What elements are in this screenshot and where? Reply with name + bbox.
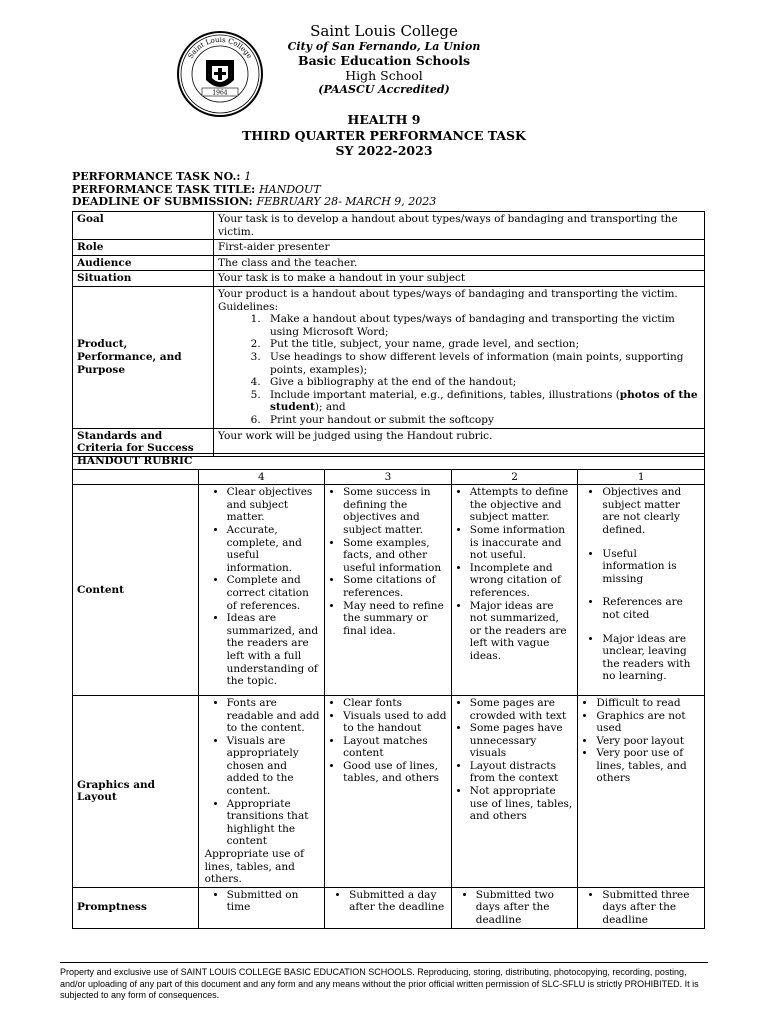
school-accreditation: (PAASCU Accredited) (318, 83, 450, 97)
rubric-table (72, 453, 705, 929)
deadline-label: DEADLINE OF SUBMISSION: (72, 195, 253, 209)
seal-year: 1964 (212, 89, 228, 97)
deadline-value: FEBRUARY 28- MARCH 9, 2023 (256, 195, 437, 209)
list-item: • Very poor layout (596, 735, 700, 748)
list-item: • Graphics are not used (596, 710, 700, 735)
rubric-cell (325, 695, 452, 887)
table-row (73, 428, 705, 456)
task-title-value: HANDOUT (259, 182, 321, 196)
list-item: • Submitted a day after the deadline (349, 889, 447, 914)
rubric-cell (198, 485, 325, 696)
list-item: • Some success in defining the objectives and subject matter. (343, 486, 447, 536)
table-row (73, 695, 705, 887)
list-item: • Clear fonts (343, 697, 447, 710)
graphics-label: Graphics and Layout (73, 695, 199, 887)
list-item: • Layout distracts from the context (470, 760, 574, 785)
rubric-cell (451, 485, 578, 696)
goal-value: Your task is to develop a handout about types/ways of bandaging and transporting the victim. (214, 212, 705, 240)
list-item: • Clear objectives and subject matter. (227, 486, 321, 524)
product-value (214, 286, 705, 428)
product-intro: Your product is a handout about types/ways of bandaging and transporting the victim. (218, 287, 678, 300)
g5-text-a: Include important material, e.g., definitions, tables, illustrations ( (270, 388, 620, 401)
level-header: 2 (451, 469, 578, 485)
rubric-cell (325, 887, 452, 928)
table-row (73, 212, 705, 240)
rubric-cell (198, 887, 325, 928)
list-item: • Good use of lines, tables, and others (343, 760, 447, 785)
table-row (73, 286, 705, 428)
table-row (73, 887, 705, 928)
table-row (73, 255, 705, 271)
audience-label: Audience (73, 255, 214, 271)
list-item: • Major ideas are not summarized, or the readers are left with vague ideas. (470, 600, 574, 663)
audience-value: The class and the teacher. (214, 255, 705, 271)
list-item: • Objectives and subject matter are not clearly defined. (602, 486, 700, 536)
level-header: 3 (325, 469, 452, 485)
g5-text-bold: photos of the student (270, 388, 698, 414)
rubric-cell (198, 695, 325, 887)
list-item: • References are not cited (602, 596, 700, 621)
rubric-cell (578, 695, 705, 887)
school-header (0, 22, 768, 96)
graphics-extra: Appropriate use of lines, tables, and others. (204, 848, 304, 886)
rubric-corner (73, 469, 199, 485)
list-item: • Some information is inaccurate and not useful. (470, 524, 574, 562)
grasps-table (72, 211, 705, 457)
task-meta (72, 171, 436, 209)
level-header: 1 (578, 469, 705, 485)
situation-value: Your task is to make a handout in your subject (214, 271, 705, 287)
rubric-cell (578, 485, 705, 696)
standards-label: Standards and Criteria for Success (73, 428, 214, 456)
copyright-footer: Property and exclusive use of SAINT LOUIS COLLEGE BASIC EDUCATION SCHOOLS. Reproducing, storing, distributing, photocopying, recording, posting, and/or uploading of any part of this document and any form and any means without the prior official written permission of SLC-SFLU is strictly PROHIBITED. It is subjected to any form of consequences. (60, 962, 708, 1002)
list-item: 1. Make a handout about types/ways of bandaging and transporting the victim using Microsoft Word; (264, 313, 700, 338)
task-title-label: PERFORMANCE TASK TITLE: (72, 182, 256, 196)
guidelines-list (218, 313, 700, 426)
school-level: High School (345, 68, 423, 84)
task-title: THIRD QUARTER PERFORMANCE TASK (242, 127, 526, 143)
list-item: • Some pages are crowded with text (470, 697, 574, 722)
list-item: • Some citations of references. (343, 574, 447, 599)
table-row (73, 469, 705, 485)
list-item: 3. Use headings to show different levels of information (main points, supporting points, examples); (264, 351, 700, 376)
g5-text-c: ); and (314, 401, 346, 414)
role-value: First-aider presenter (214, 240, 705, 256)
task-no-value: 1 (244, 170, 252, 183)
goal-label: Goal (73, 212, 214, 240)
table-row (73, 485, 705, 696)
list-item: • Useful information is missing (602, 548, 700, 586)
list-item (264, 389, 700, 414)
task-no-label: PERFORMANCE TASK NO.: (72, 170, 241, 183)
rubric-cell (578, 887, 705, 928)
list-item: • Complete and correct citation of references. (227, 574, 321, 612)
list-item: • Layout matches content (343, 735, 447, 760)
document-titles (0, 112, 768, 159)
situation-label: Situation (73, 271, 214, 287)
list-item: • Ideas are summarized, and the readers are left with a full understanding of the topic. (227, 612, 321, 688)
list-item: • Fonts are readable and add to the content. (227, 697, 321, 735)
list-item: 4. Give a bibliography at the end of the handout; (264, 376, 700, 389)
list-item: • Difficult to read (596, 697, 700, 710)
role-label: Role (73, 240, 214, 256)
seal-text: Saint Louis College (186, 35, 254, 61)
list-item: • Major ideas are unclear, leaving the readers with no learning. (602, 633, 700, 683)
table-row (73, 271, 705, 287)
list-item: • Attempts to define the objective and subject matter. (470, 486, 574, 524)
rubric-cell (325, 485, 452, 696)
list-item: • Visuals used to add to the handout (343, 710, 447, 735)
school-year: SY 2022-2023 (335, 143, 433, 159)
list-item: • Appropriate transitions that highlight the content (227, 798, 321, 848)
list-item: • Accurate, complete, and useful information. (227, 524, 321, 574)
list-item: • Some examples, facts, and other useful information (343, 537, 447, 575)
level-header: 4 (198, 469, 325, 485)
school-dept: Basic Education Schools (298, 53, 470, 69)
list-item: 2. Put the title, subject, your name, grade level, and section; (264, 338, 700, 351)
list-item: • Visuals are appropriately chosen and added to the content. (227, 735, 321, 798)
school-name: Saint Louis College (310, 22, 458, 40)
list-item: 6. Print your handout or submit the softcopy (264, 414, 700, 427)
rubric-cell (451, 695, 578, 887)
table-row (73, 240, 705, 256)
standards-value: Your work will be judged using the Handout rubric. (214, 428, 705, 456)
rubric-title: HANDOUT RUBRIC (73, 454, 705, 470)
list-item: • Very poor use of lines, tables, and others (596, 747, 700, 785)
school-city: City of San Fernando, La Union (287, 40, 481, 53)
list-item: • Incomplete and wrong citation of references. (470, 562, 574, 600)
list-item: • Not appropriate use of lines, tables, and others (470, 785, 574, 823)
list-item: • Submitted on time (227, 889, 321, 914)
list-item: • Submitted two days after the deadline (476, 889, 574, 927)
list-item: • May need to refine the summary or final idea. (343, 600, 447, 638)
guidelines-label: Guidelines: (218, 300, 279, 313)
content-label: Content (73, 485, 199, 696)
list-item: • Submitted three days after the deadline (602, 889, 700, 927)
list-item: • Some pages have unnecessary visuals (470, 722, 574, 760)
product-label: Product, Performance, and Purpose (73, 286, 214, 428)
rubric-cell (451, 887, 578, 928)
subject-title: HEALTH 9 (347, 112, 421, 127)
promptness-label: Promptness (73, 887, 199, 928)
table-row (73, 454, 705, 470)
